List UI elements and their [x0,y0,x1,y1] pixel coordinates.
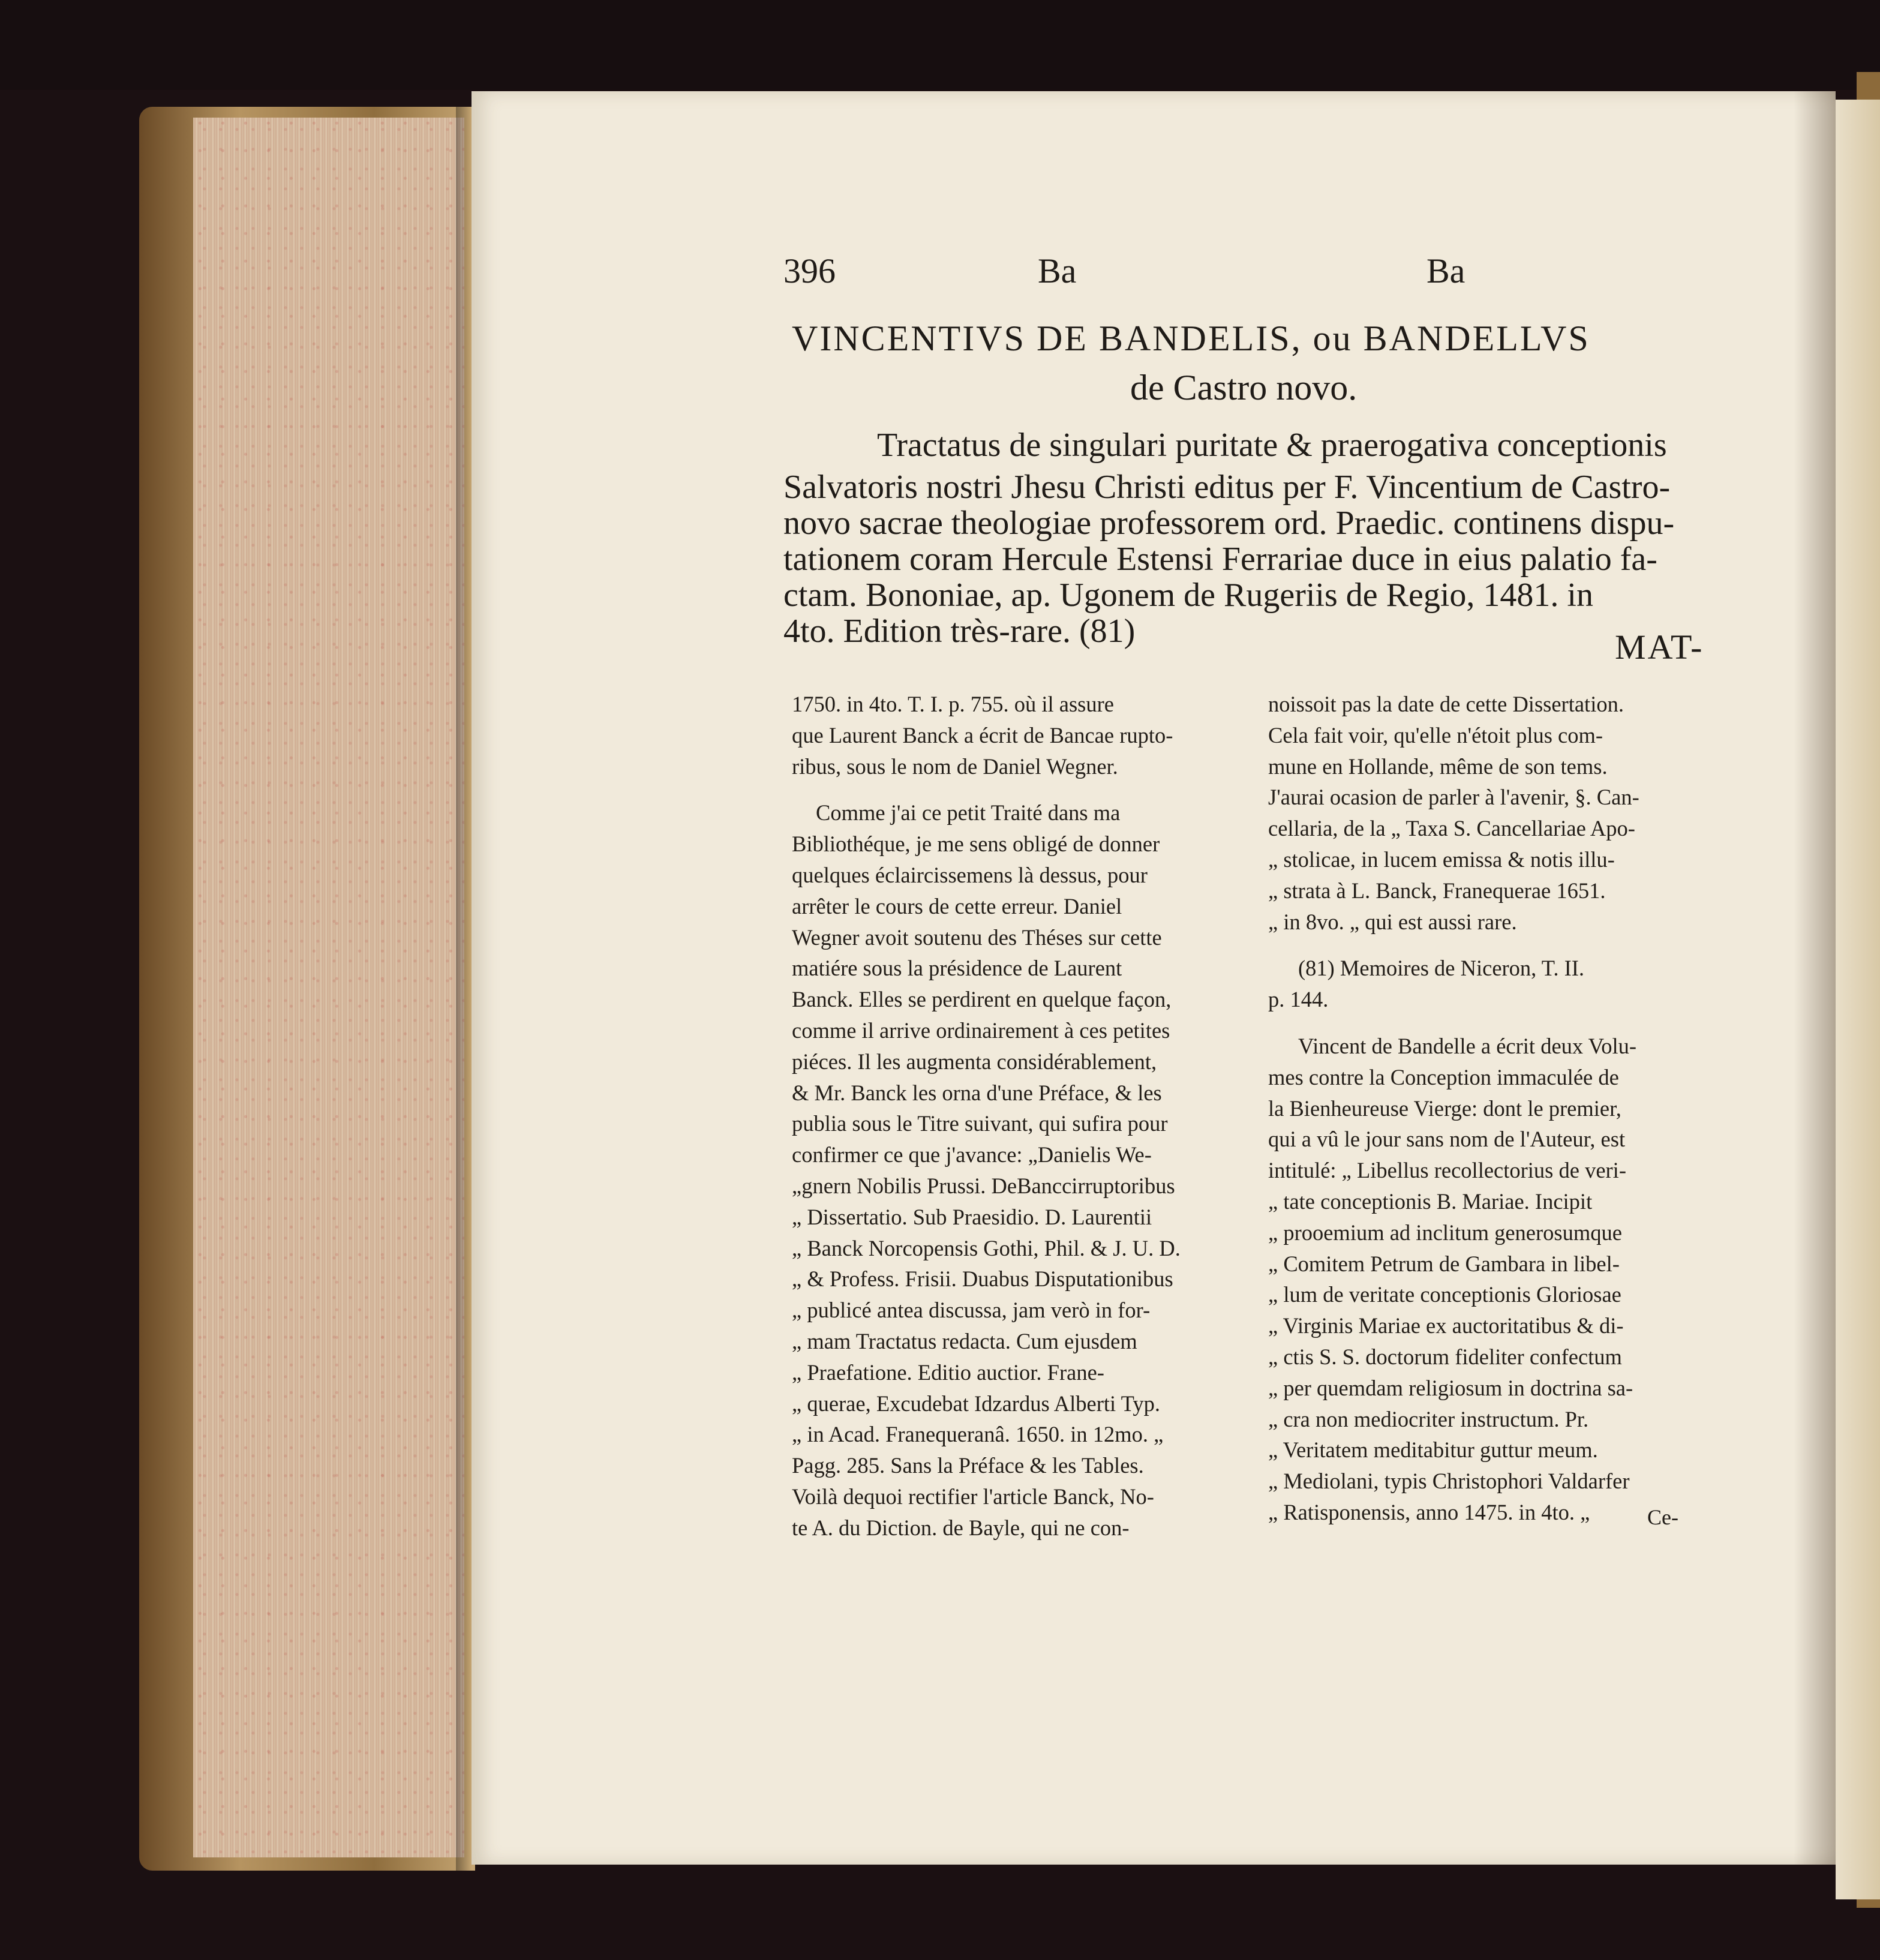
column-line: „ in 8vo. „ qui est aussi rare. [1268,909,1517,934]
column-line: qui a vû le jour sans nom de l'Auteur, est [1268,1127,1626,1152]
column-line: „ lum de veritate conceptionis Gloriosae [1268,1282,1621,1307]
left-column [792,689,1248,1544]
facing-page-strip [1836,100,1880,1899]
column-line: „ strata à L. Banck, Franequerae 1651. [1268,878,1606,903]
column-line: „ Praefatione. Editio auctior. Frane- [792,1359,1104,1385]
column-line: „ publicé antea discussa, jam verò in for- [792,1298,1151,1323]
background-top [0,0,1880,90]
column-line: Bibliothéque, je me sens obligé de donner [792,832,1160,857]
column-line: mune en Hollande, même de son tems. [1268,754,1608,779]
column-line: „ mam Tractatus redacta. Cum ejusdem [792,1328,1137,1353]
column-line: „ Ratisponensis, anno 1475. in 4to. „ [1268,1499,1590,1524]
entry-subtitle: de Castro novo. [1130,368,1358,407]
column-line: „ Comitem Petrum de Gambara in libel- [1268,1251,1620,1276]
column-line: la Bienheureuse Vierge: dont le premier, [1268,1095,1621,1121]
column-line: cellaria, de la „ Taxa S. Cancellariae Apo- [1268,816,1635,841]
column-line: „ ctis S. S. doctorum fideliter confectum [1268,1344,1622,1369]
column-line: „ tate conceptionis B. Mariae. Incipit [1268,1188,1593,1214]
column-line: Vincent de Bandelle a écrit deux Volu- [1298,1033,1637,1058]
column-line: ribus, sous le nom de Daniel Wegner. [792,754,1118,779]
column-line: „ Dissertatio. Sub Praesidio. D. Laurentii [792,1204,1152,1229]
column-line: „ Banck Norcopensis Gothi, Phil. & J. U. D. [792,1235,1181,1260]
column-line: arrêter le cours de cette erreur. Daniel [792,893,1122,919]
column-line: „ prooemium ad inclitum generosumque [1268,1220,1622,1245]
right-column [1268,689,1724,1528]
footnote-line: p. 144. [1268,987,1329,1012]
column-line: „ Virginis Mariae ex auctoritatibus & di- [1268,1313,1624,1338]
entry-title: VINCENTIVS DE BANDELIS, ou BANDELLVS [792,319,1590,358]
column-line: intitulé: „ Libellus recollectorius de veri- [1268,1158,1626,1183]
entry-body-line: Salvatoris nostri Jhesu Christi editus per F. Vincentium de Castro- [783,469,1671,506]
paragraph-gap [1268,1015,1724,1031]
column-line: Banck. Elles se perdirent en quelque façon, [792,987,1172,1012]
catchword-main: MAT- [1615,628,1704,667]
catchword-column: Ce- [1647,1505,1678,1529]
column-line: te A. du Diction. de Bayle, qui ne con- [792,1515,1130,1540]
column-line: Voilà dequoi rectifier l'article Banck, No- [792,1484,1154,1509]
column-line: 1750. in 4to. T. I. p. 755. où il assure [792,692,1114,716]
paragraph-gap [1268,937,1724,953]
entry-body-line: Tractatus de singulari puritate & praerogativa conceptionis [877,427,1667,464]
column-line: „ stolicae, in lucem emissa & notis illu- [1268,847,1615,872]
paragraph-gap [792,782,1248,797]
column-line: noissoit pas la date de cette Dissertation. [1268,692,1624,716]
edge-shadow [456,107,471,1871]
column-line: „ in Acad. Franequeranâ. 1650. in 12mo. „ [792,1422,1164,1447]
column-line: „gnern Nobilis Prussi. DeBanccirruptoribus [792,1173,1175,1198]
column-line: que Laurent Banck a écrit de Bancae rupto- [792,722,1173,748]
running-head-right: Ba [1426,251,1465,290]
spine-gutter [1794,91,1836,1865]
column-line: „ querae, Excudebat Idzardus Alberti Typ. [792,1391,1160,1416]
column-line: „ Veritatem meditabitur guttur meum. [1268,1437,1598,1463]
entry-body-line: novo sacrae theologiae professorem ord. Praedic. continens dispu- [783,505,1675,542]
entry-body-line: tationem coram Hercule Estensi Ferrariae duce in eius palatio fa- [783,541,1657,578]
column-line: Cela fait voir, qu'elle n'étoit plus com- [1268,722,1603,748]
running-head-left: Ba [1038,251,1077,290]
column-line: piéces. Il les augmenta considérablement, [792,1049,1157,1074]
column-line: Pagg. 285. Sans la Préface & les Tables. [792,1453,1144,1478]
column-line: Comme j'ai ce petit Traité dans ma [816,800,1121,826]
column-line: „ & Profess. Frisii. Duabus Disputationibus [792,1266,1173,1292]
column-line: confirmer ce que j'avance: „Danielis We- [792,1142,1152,1167]
footnote-line: (81) Memoires de Niceron, T. II. [1298,956,1585,981]
page-edges [193,118,464,1857]
column-line: publia sous le Titre suivant, qui sufira pour [792,1111,1168,1136]
column-line: comme il arrive ordinairement à ces petites [792,1017,1170,1043]
page-number: 396 [783,251,836,290]
column-line: matiére sous la présidence de Laurent [792,956,1122,981]
entry-body-line: ctam. Bononiae, ap. Ugonem de Rugeriis de Regio, 1481. in [783,577,1593,614]
column-line: quelques éclaircissemens là dessus, pour [792,862,1148,887]
column-line: „ per quemdam religiosum in doctrina sa- [1268,1375,1633,1400]
column-line: „ cra non mediocriter instructum. Pr. [1268,1406,1589,1431]
column-line: mes contre la Conception immaculée de [1268,1064,1619,1089]
column-line: J'aurai ocasion de parler à l'avenir, §. Can- [1268,785,1639,810]
column-line: Wegner avoit soutenu des Théses sur cette [792,925,1162,950]
column-line: & Mr. Banck les orna d'une Préface, & les [792,1080,1162,1105]
column-line: „ Mediolani, typis Christophori Valdarfer [1268,1469,1630,1494]
entry-body-line: 4to. Edition très-rare. (81) [783,613,1136,650]
